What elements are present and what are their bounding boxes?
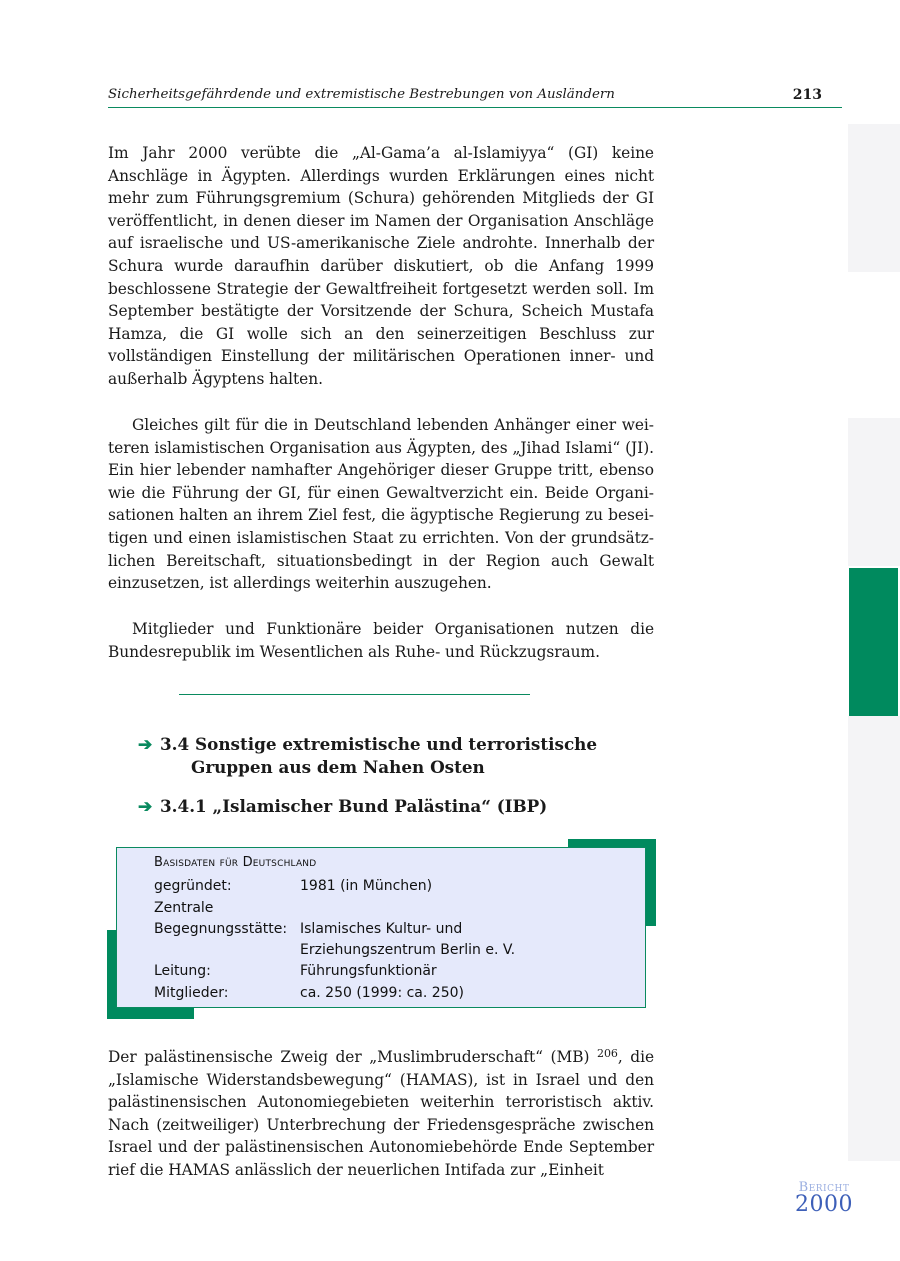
row-label: Zentrale [154,900,214,916]
heading-line-1: 3.4 Sonstige extremistische und terroristische [160,734,598,754]
row-value: Führungsfunktionär [300,963,437,979]
page-number: 213 [792,87,822,103]
margin-strip [848,716,900,1161]
chapter-thumb-tab [849,568,898,716]
paragraph-members: Mitglieder und Funktionäre beider Organisationen nutzen die Bundesrepublik im Wesentlichen als Ruhe- und Rückzugsraum. [108,620,654,661]
logo-year: 2000 [795,1192,853,1217]
row-label: Leitung: [154,963,211,979]
paragraph-text: , die „Islamische Widerstandsbewegung“ (HAMAS), ist in Israel und den palästinensischen Autonomiegebieten weiterhin terroristisch aktiv. Nach (zeitweiliger) Unterbrechung der Friedensgespräche zwischen Israel und der palästinensischen Autonomiebehörde Ende September rief die HAMAS anlässlich der neuerlichen Intifada zur „Einheit [108,1048,654,1179]
basisdaten-row [154,875,432,897]
row-value: 1981 (in München) [300,878,433,894]
basisdaten-row [154,960,437,982]
arrow-right-icon: ➔ [138,734,153,754]
section-heading-3-4-1 [138,795,547,818]
basisdaten-box [116,847,646,1008]
paragraph-hamas [108,1046,654,1182]
margin-strip [848,124,900,272]
basisdaten-row [154,939,515,961]
section-divider [179,694,530,695]
basisdaten-row [154,918,462,940]
heading-line-2: Gruppen aus dem Nahen Osten [191,757,485,777]
basisdaten-row [154,982,464,1004]
arrow-right-icon: ➔ [138,796,153,816]
footnote-marker[interactable]: 206 [597,1047,618,1060]
paragraph-gi: Im Jahr 2000 verübte die „Al-Gama’a al-Islamiyya“ (GI) keine Anschläge in Ägypten. Allerdings wurden Erklärungen eines nicht mehr zum Führungsgremium (Schura) gehörenden Mitglieds der GI veröffentlicht, in denen dieser im Namen der Organisation Anschläge auf israelische und US-amerikanische Ziele androhte. Innerhalb der Schura wurde daraufhin darüber diskutiert, ob die Anfang 1999 beschlossene Strategie der Gewaltfreiheit fortgesetzt werden soll. Im September bestätigte der Vorsitzende der Schura, Scheich Mustafa Hamza, die GI wolle sich an den seinerzeitigen Beschluss zur vollständigen Einstellung der militärischen Operationen inner- und außerhalb Ägyptens halten. [108,144,654,388]
basisdaten-row [154,897,300,919]
paragraph-ji: Gleiches gilt für die in Deutschland lebenden Anhänger einer weiteren islamistischen Organisation aus Ägypten, des „Jihad Islami“ (JI). Ein hier lebender namhafter Angehöriger dieser Gruppe tritt, ebenso wie die Führung der GI, für einen Gewaltverzicht ein. Beide Organisationen halten an ihrem Ziel fest, die ägyptische Regierung zu beseitigen und einen islamistischen Staat zu errichten. Von der grundsätzlichen Bereitschaft, situationsbedingt in der Region auch Gewalt einzusetzen, ist allerdings weiterhin auszugehen. [108,416,654,593]
heading-text: 3.4.1 „Islamischer Bund Palästina“ (IBP) [160,796,548,816]
section-heading-3-4 [138,733,597,779]
row-label: Begegnungsstätte: [154,921,288,937]
header-title: Sicherheitsgefährdende und extremistische Bestrebungen von Ausländern [108,87,615,102]
paragraph-text: Der palästinensische Zweig der „Muslimbruderschaft“ (MB) [108,1048,597,1066]
margin-strip [848,418,900,566]
running-header [108,86,842,108]
logo-word: Bericht [798,1180,850,1195]
basisdaten-title: Basisdaten für Deutschland [154,855,317,870]
bericht-2000-logo [789,1182,859,1216]
row-value: Erziehungszentrum Berlin e. V. [300,942,516,958]
row-value: Islamisches Kultur- und [300,921,463,937]
row-label: gegründet: [154,878,232,894]
row-label: Mitglieder: [154,985,229,1001]
row-value: ca. 250 (1999: ca. 250) [300,985,464,1001]
